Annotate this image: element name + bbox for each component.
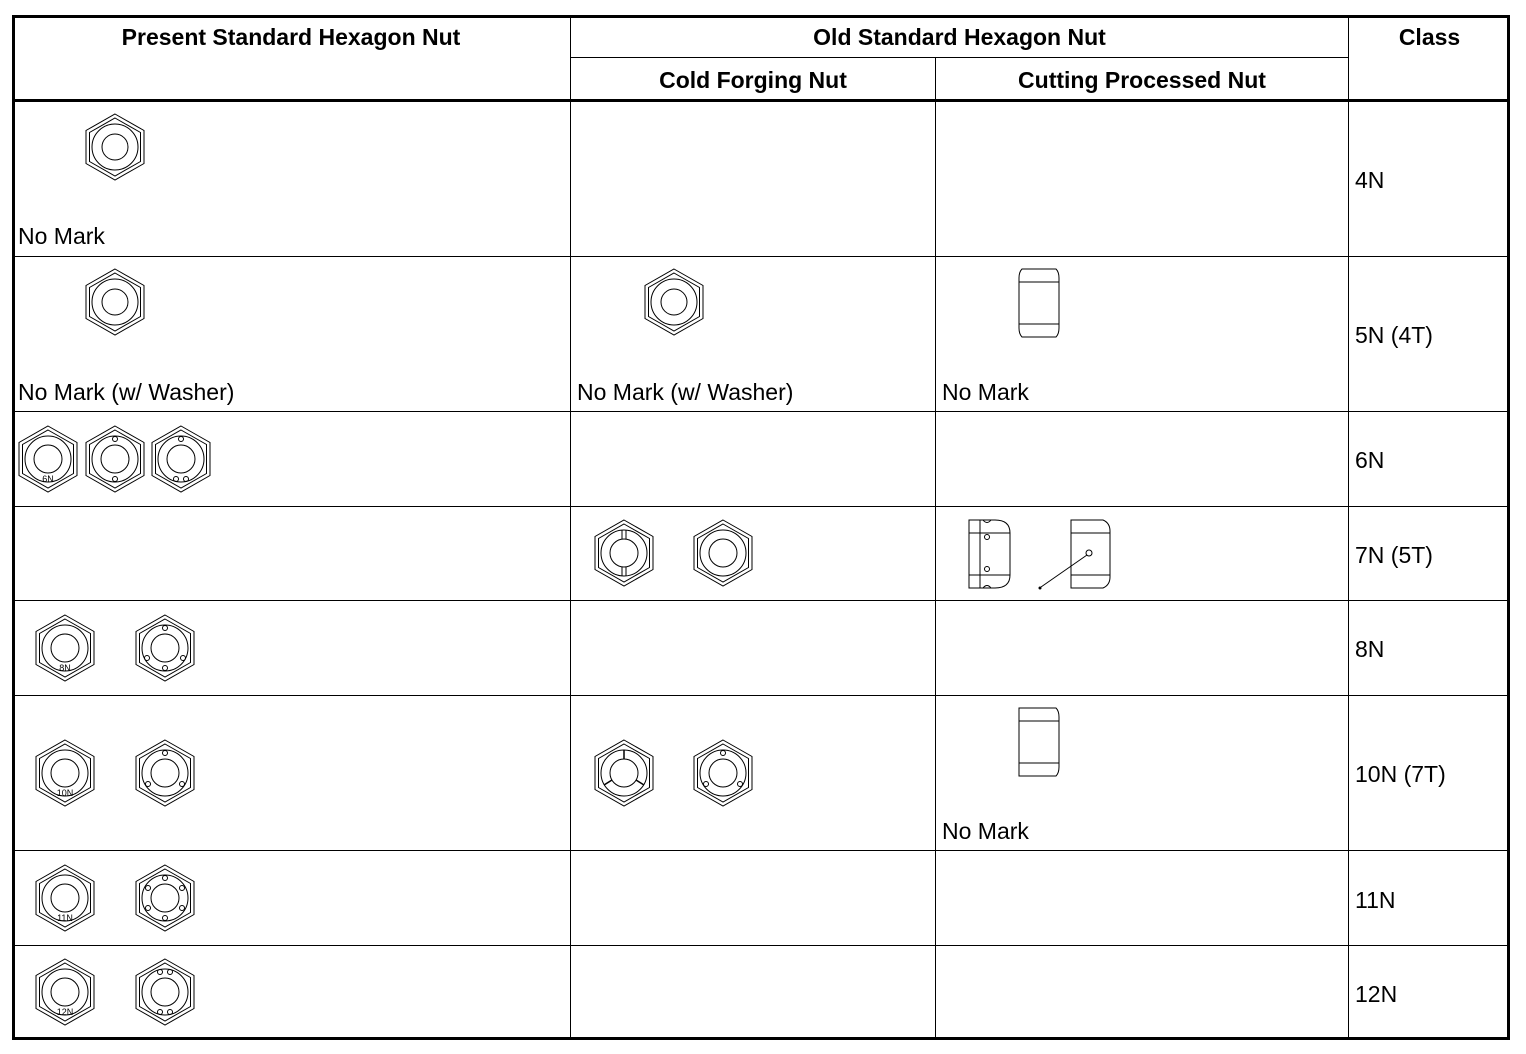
hex-nut-12n-marked-icon <box>34 958 96 1026</box>
hex-nut-3-dot-icon <box>150 425 212 493</box>
hex-nut-10n-marked-icon <box>34 739 96 807</box>
hex-nut-washer-icon <box>84 268 146 336</box>
nut-class-table <box>12 15 1510 1040</box>
header-old-standard: Old Standard Hexagon Nut <box>813 24 1106 50</box>
class-8n: 8N <box>1355 636 1385 662</box>
note-cutting-10n: No Mark <box>942 818 1029 844</box>
hex-nut-3-dot-triangle-icon <box>692 739 754 807</box>
hex-nut-6n-marked-icon <box>17 425 79 493</box>
hex-nut-washer-icon <box>643 268 705 336</box>
divider-row-3 <box>12 506 1510 507</box>
class-12n: 12N <box>1355 981 1398 1007</box>
divider-row-2 <box>12 411 1510 412</box>
hex-nut-3-dot-triangle-icon <box>134 739 196 807</box>
note-present-5n: No Mark (w/ Washer) <box>18 379 235 405</box>
mark-6n: 6N <box>42 474 54 484</box>
divider-row-4 <box>12 600 1510 601</box>
nut-side-view-icon <box>1018 707 1060 777</box>
hex-nut-plain-icon <box>692 519 754 587</box>
hex-nut-11n-marked-icon <box>34 864 96 932</box>
class-4n: 4N <box>1355 167 1385 193</box>
hex-nut-3-line-icon <box>593 739 655 807</box>
divider-row-5 <box>12 695 1510 696</box>
nut-side-view-dot-leader-icon <box>1035 519 1111 591</box>
mark-12n: 12N <box>56 1007 74 1017</box>
class-5n: 5N (4T) <box>1355 322 1433 348</box>
divider-header-bottom <box>12 99 1510 102</box>
hex-nut-4-dot-pair-icon <box>134 958 196 1026</box>
divider-row-1 <box>12 256 1510 257</box>
hex-nut-2-line-icon <box>593 519 655 587</box>
hex-nut-4-dot-icon <box>134 614 196 682</box>
hex-nut-8n-marked-icon <box>34 614 96 682</box>
nut-side-view-icon <box>1018 268 1060 338</box>
divider-col-1 <box>570 15 571 1040</box>
hex-nut-2-dot-icon <box>84 425 146 493</box>
divider-row-6 <box>12 850 1510 851</box>
hex-nut-6-dot-icon <box>134 864 196 932</box>
class-11n: 11N <box>1355 887 1396 913</box>
hex-nut-plain-icon <box>84 113 146 181</box>
header-cold-forging: Cold Forging Nut <box>659 67 847 93</box>
mark-11n: 11N <box>57 913 73 923</box>
divider-col-3 <box>1348 15 1349 1040</box>
mark-8n: 8N <box>59 663 71 673</box>
divider-row-7 <box>12 945 1510 946</box>
class-6n: 6N <box>1355 447 1385 473</box>
mark-10n: 10N <box>56 788 74 798</box>
header-cutting-processed: Cutting Processed Nut <box>1018 67 1266 93</box>
header-class: Class <box>1398 24 1461 50</box>
header-present-standard: Present Standard Hexagon Nut <box>121 24 461 50</box>
class-7n: 7N (5T) <box>1355 542 1433 568</box>
divider-header-sub <box>570 57 1349 58</box>
note-cutting-5n: No Mark <box>942 379 1029 405</box>
note-cold-5n: No Mark (w/ Washer) <box>577 379 794 405</box>
class-10n: 10N (7T) <box>1355 761 1446 787</box>
nut-side-view-notched-icon <box>967 519 1011 589</box>
note-present-4n: No Mark <box>18 223 105 249</box>
divider-col-2 <box>935 57 936 1040</box>
